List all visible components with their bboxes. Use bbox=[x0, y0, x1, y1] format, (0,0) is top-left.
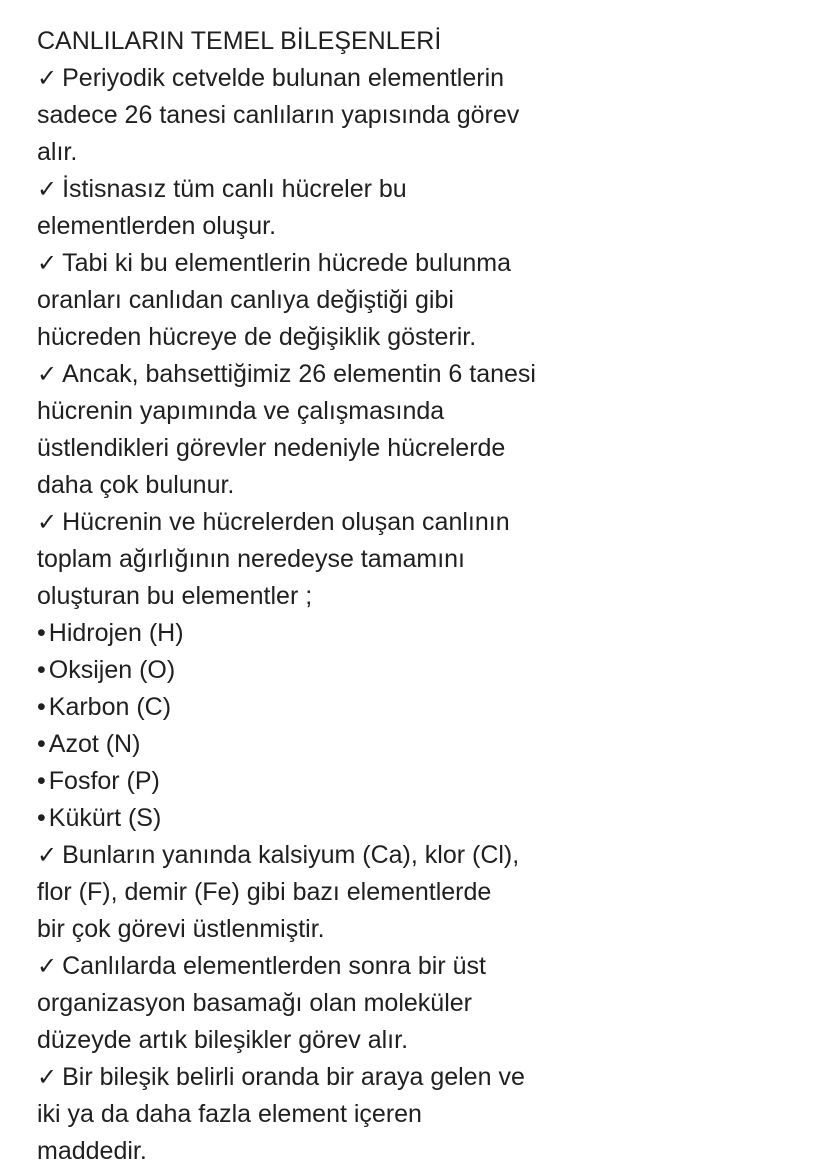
note-line-text: Hücrenin ve hücrelerden oluşan canlının bbox=[62, 508, 510, 536]
note-title bbox=[37, 23, 817, 60]
note-line bbox=[37, 245, 817, 282]
note-line-text: iki ya da daha fazla element içeren bbox=[37, 1100, 422, 1128]
note-line bbox=[37, 504, 817, 541]
note-line bbox=[37, 208, 817, 245]
note-line bbox=[37, 800, 817, 837]
note-line-text: Kükürt (S) bbox=[48, 804, 162, 832]
note-line bbox=[37, 578, 817, 615]
note-line bbox=[37, 282, 817, 319]
note-line-text: Ancak, bahsettiğimiz 26 elementin 6 tanesi bbox=[62, 360, 536, 388]
note-line bbox=[37, 356, 817, 393]
note-line-text: İstisnasız tüm canlı hücreler bu bbox=[62, 175, 407, 203]
checkmark-icon: ✓ bbox=[37, 249, 58, 277]
note-line-text: alır. bbox=[37, 138, 78, 166]
bullet-icon: • bbox=[37, 693, 46, 721]
checkmark-icon: ✓ bbox=[37, 175, 58, 203]
note-line-text: Oksijen (O) bbox=[48, 656, 176, 684]
note-line-text: Canlılarda elementlerden sonra bir üst bbox=[62, 952, 486, 980]
note-line bbox=[37, 837, 817, 874]
note-line bbox=[37, 874, 817, 911]
note-line bbox=[37, 985, 817, 1022]
note-line-text: Periyodik cetvelde bulunan elementlerin bbox=[62, 64, 505, 92]
note-line bbox=[37, 1096, 817, 1133]
note-line-text: toplam ağırlığının neredeyse tamamını bbox=[37, 545, 466, 573]
bullet-icon: • bbox=[37, 619, 46, 647]
note-line bbox=[37, 1133, 817, 1170]
bullet-icon: • bbox=[37, 804, 46, 832]
note-line bbox=[37, 97, 817, 134]
note-line bbox=[37, 393, 817, 430]
note-line-text: flor (F), demir (Fe) gibi bazı elementlerde bbox=[37, 878, 492, 906]
note-line bbox=[37, 763, 817, 800]
note-line-text: oluşturan bu elementler ; bbox=[37, 582, 313, 610]
checkmark-icon: ✓ bbox=[37, 841, 58, 869]
note-line-text: CANLILARIN TEMEL BİLEŞENLERİ bbox=[37, 27, 442, 55]
checkmark-icon: ✓ bbox=[37, 360, 58, 388]
bullet-icon: • bbox=[37, 656, 46, 684]
note-line bbox=[37, 467, 817, 504]
note-line bbox=[37, 948, 817, 985]
note-line bbox=[37, 1022, 817, 1059]
note-line-text: hücreden hücreye de değişiklik gösterir. bbox=[37, 323, 477, 351]
note-line bbox=[37, 541, 817, 578]
checkmark-icon: ✓ bbox=[37, 952, 58, 980]
note-line bbox=[37, 911, 817, 948]
note-line-text: Bunların yanında kalsiyum (Ca), klor (Cl), bbox=[62, 841, 520, 869]
note-line-text: Tabi ki bu elementlerin hücrede bulunma bbox=[62, 249, 511, 277]
note-line bbox=[37, 171, 817, 208]
note-line bbox=[37, 615, 817, 652]
note-line-text: sadece 26 tanesi canlıların yapısında görev bbox=[37, 101, 520, 129]
note-text-block bbox=[37, 23, 817, 1170]
checkmark-icon: ✓ bbox=[37, 64, 58, 92]
note-line-text: Karbon (C) bbox=[48, 693, 172, 721]
note-line bbox=[37, 134, 817, 171]
note-line bbox=[37, 319, 817, 356]
note-line-text: üstlendikleri görevler nedeniyle hücrelerde bbox=[37, 434, 506, 462]
bullet-icon: • bbox=[37, 767, 46, 795]
checkmark-icon: ✓ bbox=[37, 508, 58, 536]
note-line-text: elementlerden oluşur. bbox=[37, 212, 277, 240]
bullet-icon: • bbox=[37, 730, 46, 758]
note-line-text: Hidrojen (H) bbox=[48, 619, 184, 647]
note-line-text: Bir bileşik belirli oranda bir araya gelen ve bbox=[62, 1063, 525, 1091]
note-line-text: daha çok bulunur. bbox=[37, 471, 235, 499]
note-line bbox=[37, 430, 817, 467]
note-line bbox=[37, 652, 817, 689]
note-line bbox=[37, 726, 817, 763]
note-line bbox=[37, 1059, 817, 1096]
note-line-text: maddedir. bbox=[37, 1137, 147, 1165]
note-line-text: oranları canlıdan canlıya değiştiği gibi bbox=[37, 286, 454, 314]
note-line-text: bir çok görevi üstlenmiştir. bbox=[37, 915, 325, 943]
note-line-text: düzeyde artık bileşikler görev alır. bbox=[37, 1026, 409, 1054]
checkmark-icon: ✓ bbox=[37, 1063, 58, 1091]
note-line-text: Azot (N) bbox=[48, 730, 141, 758]
note-line bbox=[37, 60, 817, 97]
note-line-text: hücrenin yapımında ve çalışmasında bbox=[37, 397, 445, 425]
note-line bbox=[37, 689, 817, 726]
note-line-text: organizasyon basamağı olan moleküler bbox=[37, 989, 472, 1017]
note-line-text: Fosfor (P) bbox=[48, 767, 160, 795]
